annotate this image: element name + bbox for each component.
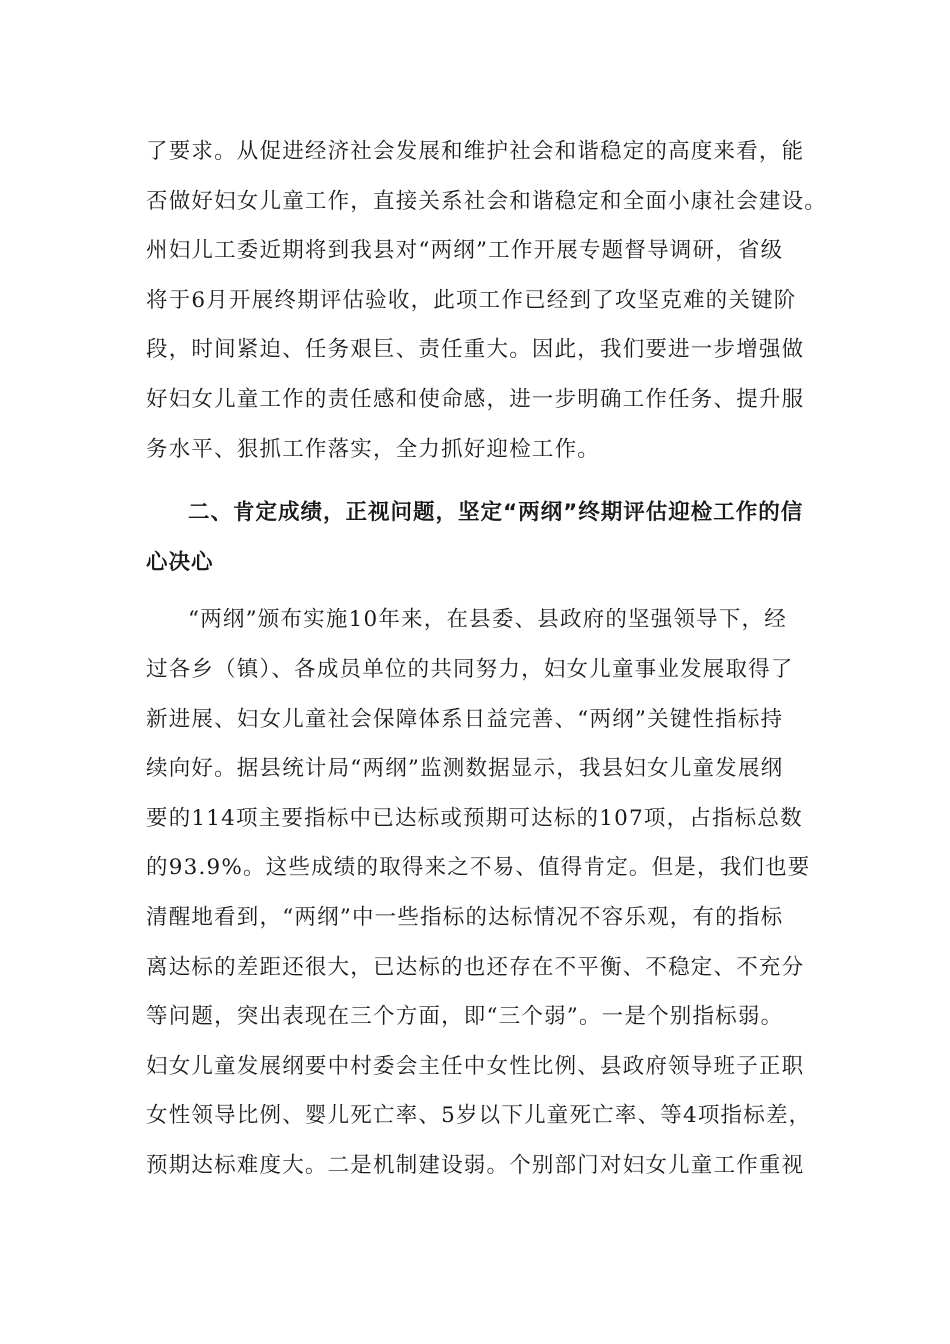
text-line: 预期达标难度大。二是机制建设弱。个别部门对妇女儿童工作重视 <box>146 1152 805 1178</box>
text-line: 否做好妇女儿童工作，直接关系社会和谐稳定和全面小康社会建设。 <box>146 188 828 214</box>
text-line: 了要求。从促进经济社会发展和维护社会和谐稳定的高度来看，能 <box>146 139 805 164</box>
text-line: 离达标的差距还很大，已达标的也还存在不平衡、不稳定、不充分 <box>146 954 805 980</box>
text-line: 的93.9%。这些成绩的取得来之不易、值得肯定。但是，我们也要 <box>146 855 811 881</box>
text-line: “两纲”颁布实施10年来，在县委、县政府的坚强领导下，经 <box>188 607 787 633</box>
text-line: 等问题，突出表现在三个方面，即“三个弱”。一是个别指标弱。 <box>146 1004 784 1030</box>
section-heading <box>146 495 806 594</box>
text-line: 新进展、妇女儿童社会保障体系日益完善、“两纲”关键性指标持 <box>146 706 784 732</box>
spacer <box>146 481 806 495</box>
heading-line: 心决心 <box>146 549 214 575</box>
spacer <box>146 594 806 602</box>
text-line: 清醒地看到，“两纲”中一些指标的达标情况不容乐观，有的指标 <box>146 904 784 930</box>
text-line: 女性领导比例、婴儿死亡率、5岁以下儿童死亡率、等4项指标差， <box>146 1103 812 1129</box>
text-line: 州妇儿工委近期将到我县对“两纲”工作开展专题督导调研，省级 <box>146 238 784 264</box>
text-line: 妇女儿童发展纲要中村委会主任中女性比例、县政府领导班子正职 <box>146 1053 805 1079</box>
heading-line: 二、肯定成绩，正视问题，坚定“两纲”终期评估迎检工作的信 <box>188 500 804 526</box>
text-line: 段，时间紧迫、任务艰巨、责任重大。因此，我们要进一步增强做 <box>146 337 805 363</box>
text-line: 好妇女儿童工作的责任感和使命感，进一步明确工作任务、提升服 <box>146 386 805 412</box>
text-line: 务水平、狠抓工作落实，全力抓好迎检工作。 <box>146 436 601 462</box>
document-page <box>146 134 828 1197</box>
paragraph-1 <box>146 134 828 481</box>
text-line: 续向好。据县统计局“两纲”监测数据显示，我县妇女儿童发展纲 <box>146 756 784 782</box>
text-line: 要的114项主要指标中已达标或预期可达标的107项，占指标总数 <box>146 805 803 831</box>
text-line: 将于6月开展终期评估验收，此项工作已经到了攻坚克难的关键阶 <box>146 287 797 313</box>
paragraph-2 <box>146 602 812 1197</box>
text-line: 过各乡（镇）、各成员单位的共同努力，妇女儿童事业发展取得了 <box>146 656 794 682</box>
